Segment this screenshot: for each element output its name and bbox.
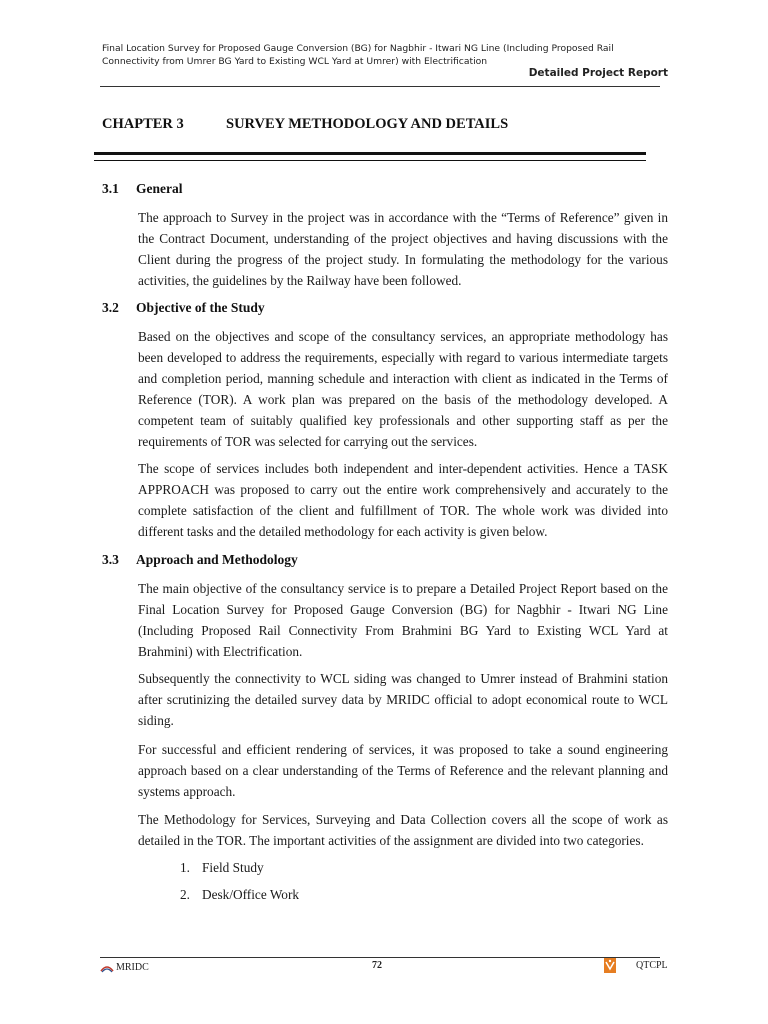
paragraph-approach-4: The Methodology for Services, Surveying and Data Collection covers all the scope of work as detailed in the TOR. The important activities of the assignment are divided into two categories. [138,812,668,848]
section-heading-3-2 [102,300,265,316]
footer-right [604,958,668,973]
footer-left [100,962,149,973]
mridc-logo-icon [100,963,114,973]
list-item [180,887,299,914]
chapter-heading [102,116,508,133]
qtcpl-logo-icon [604,958,616,973]
section-number: 3.3 [102,552,119,567]
section-number: 3.1 [102,181,119,196]
list-item-text: Field Study [202,860,264,875]
header-report-type: Detailed Project Report [528,67,668,79]
list-item-text: Desk/Office Work [202,887,300,902]
section-number: 3.2 [102,300,119,315]
footer-divider [100,957,660,958]
footer-left-org: MRIDC [116,962,149,973]
paragraph-general: The approach to Survey in the project was in accordance with the “Terms of Reference” given in the Contract Document, understanding of the project objectives and having discussions with the Client during the progress of the project study. In formulating the methodology for the various activities, the guidelines by the Railway have been followed. [138,210,668,288]
paragraph-objective-1: Based on the objectives and scope of the consultancy services, an appropriate methodology has been developed to address the requirements, especially with regard to various intermediate targets and completion period, manning schedule and interaction with client as indicated in the Terms of Reference (TOR). A work plan was prepared on the basis of the methodology developed. A competent team of suitably qualified key professionals and other supporting staff as per the requirements of TOR was selected for carrying out the services. [138,329,668,449]
section-heading-3-3 [102,552,298,568]
page-number: 72 [372,960,382,971]
list-item-number: 1. [180,860,190,875]
footer-right-org: QTCPL [636,960,668,971]
chapter-double-rule [94,152,646,161]
section-heading-3-1 [102,181,183,197]
activity-list [180,860,299,914]
paragraph-approach-1: The main objective of the consultancy service is to prepare a Detailed Project Report based on the Final Location Survey for Proposed Gauge Conversion (BG) for Nagbhir - Itwari NG Line (Including Proposed Rail Connectivity From Brahmini BG Yard to Existing WCL Yard at Brahmini) with Electrification. [138,581,668,659]
section-title: Approach and Methodology [136,552,298,567]
paragraph-objective-2: The scope of services includes both independent and inter-dependent activities. Hence a TASK APPROACH was proposed to carry out the entire work comprehensively and accurately to the complete satisfaction of the client and fulfillment of TOR. The whole work was divided into different tasks and the detailed methodology for each activity is given below. [138,461,668,539]
paragraph-approach-2: Subsequently the connectivity to WCL siding was changed to Umrer instead of Brahmini station after scrutinizing the detailed survey data by MRIDC official to adopt economical route to WCL siding. [138,671,668,728]
header-title: Final Location Survey for Proposed Gauge Conversion (BG) for Nagbhir - Itwari NG Line (Including Proposed Rail Connectivity from Umrer BG Yard to Existing WCL Yard at Umrer) with Electrification [102,43,614,67]
paragraph-approach-3: For successful and efficient rendering of services, it was proposed to take a sound engineering approach based on a clear understanding of the Terms of Reference and the relevant planning and systems approach. [138,742,668,799]
header-divider [100,86,660,87]
chapter-title: SURVEY METHODOLOGY AND DETAILS [226,116,509,132]
list-item [180,860,299,887]
section-title: General [136,181,183,196]
chapter-number: CHAPTER 3 [102,116,184,132]
section-title: Objective of the Study [136,300,265,315]
list-item-number: 2. [180,887,190,902]
